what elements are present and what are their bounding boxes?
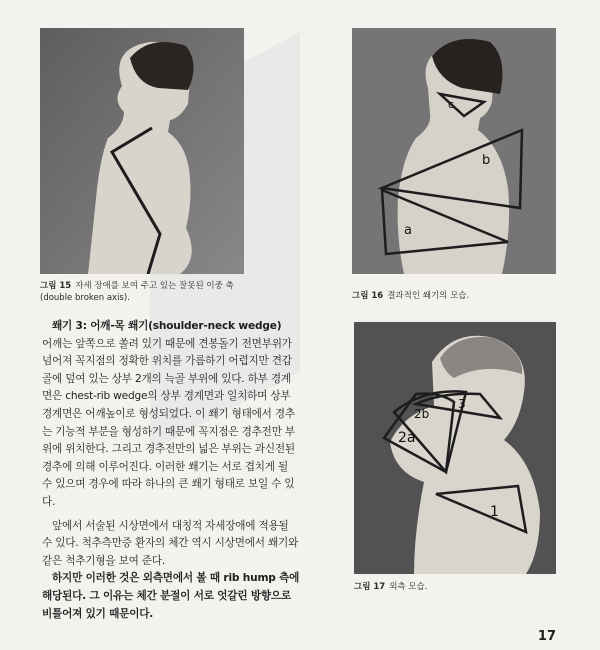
wedge-mark-a: a xyxy=(404,223,412,238)
figure-15-caption: 그림 15 자세 장애를 보여 주고 있는 잘못된 이중 축 (double broken axis). xyxy=(40,281,234,303)
paragraph-2: 앞에서 서술된 시상면에서 대칭적 자세장애에 적용될 수 있다. 척추측만증 환자의 체간 역시 시상면에서 쐐기와 같은 척추기형을 보여 준다. xyxy=(42,519,299,567)
figure-17-caption: 그림 17 외측 모습. xyxy=(354,582,428,592)
wedge-mark-3: 3 xyxy=(458,397,466,411)
wedge-mark-b: b xyxy=(482,153,491,168)
figure-16-photo xyxy=(352,28,556,274)
figure-16-caption: 그림 16 결과적인 쐐기의 모습. xyxy=(352,291,470,301)
paragraph-3: 하지만 이러한 것은 외측면에서 볼 때 rib hump 측에 해당된다. 그 이유는 체간 분절이 서로 엇갈린 방향으로 비틀어져 있기 때문이다. xyxy=(42,572,300,620)
wedge-mark-1: 1 xyxy=(490,504,499,520)
wedge-mark-c: c xyxy=(448,98,455,111)
figure-17-photo xyxy=(354,322,556,574)
paragraph-1: 어깨는 앞쪽으로 쏠려 있기 때문에 견봉돌기 전면부위가 넘어져 꼭지점의 정확한 위치를 가름하기 어렵지만 견갑골에 덮여 있는 상부 2개의 늑골 부위에 있다. 하부 경계면은 chest-rib wedge의 상부 경계면과 일치하며 상부 경계면은 어깨높이로 형성되었다. 이 쐐기 형태에서 경추는 기능적 부분을 형성하기 때문에 꼭지점은 경추전만 부위에 위치한다. 그리고 경추전만의 넓은 부위는 과신전된 경추에 의해 이루어진다. 이러한 쐐기는 서로 겹치게 될 수 있으며 경우에 따라 하나의 큰 쐐기 형태로 보일 수 있다. xyxy=(42,337,295,508)
page-number: 17 xyxy=(537,629,556,644)
body-text xyxy=(42,318,300,623)
section-heading: 쐐기 3: 어깨-목 쐐기(shoulder-neck wedge) xyxy=(52,320,282,332)
wedge-mark-2b: 2b xyxy=(414,407,430,421)
figure-15-photo xyxy=(40,28,244,274)
wedge-mark-2a: 2a xyxy=(398,430,416,446)
